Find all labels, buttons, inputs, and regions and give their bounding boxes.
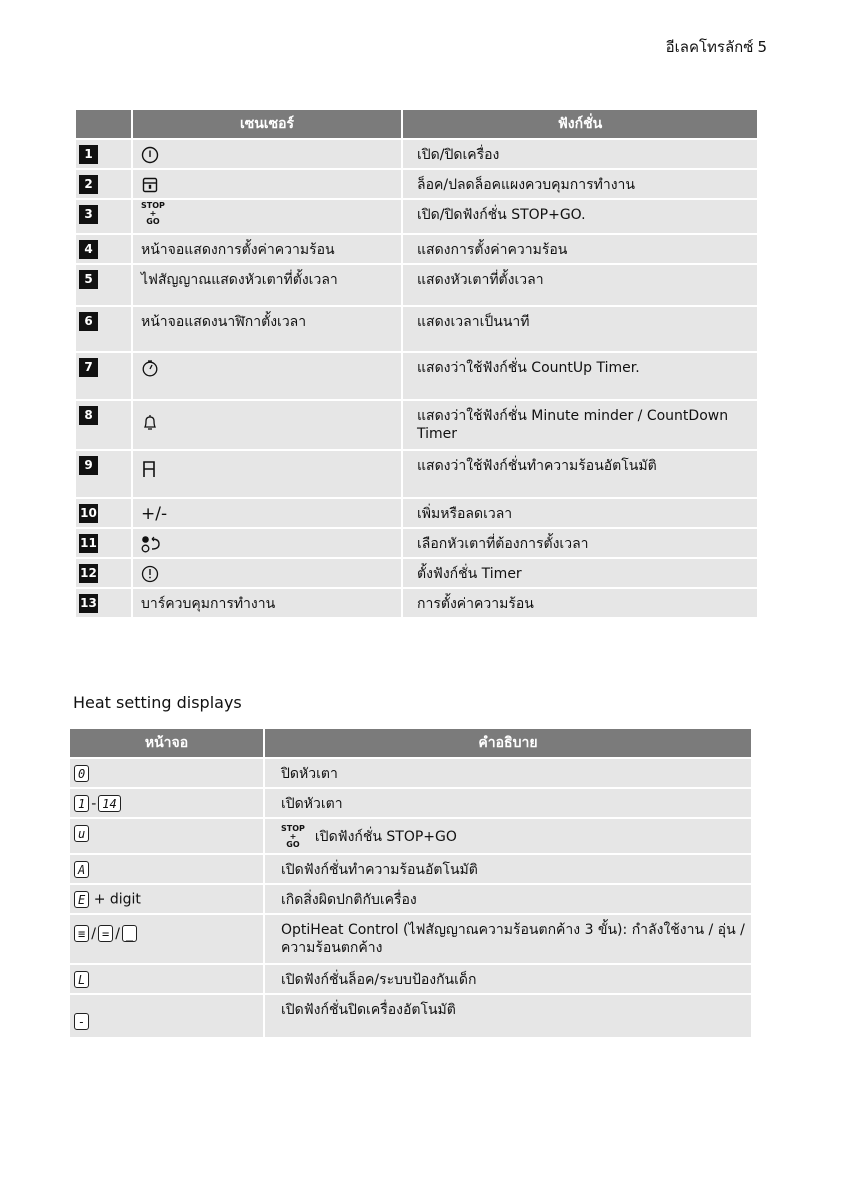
plus-digit-text: + digit [93, 891, 141, 908]
range-dash: - [91, 795, 97, 812]
timer-icon [141, 565, 159, 583]
table-row [76, 527, 757, 557]
description-text: เปิดฟังก์ชั่นล็อค/ระบบป้องกันเด็ก [263, 963, 751, 993]
header-function: ฟังก์ชั่น [401, 110, 757, 138]
table-row [76, 557, 757, 587]
display-zero-icon: 0 [74, 765, 89, 782]
header-description: คำอธิบาย [263, 729, 751, 757]
table-row [70, 853, 751, 883]
display-residual-heat-2-icon: = [98, 925, 113, 942]
function-text: ล็อค/ปลดล็อคแผงควบคุมการทำงาน [401, 168, 757, 198]
table-row [76, 351, 757, 399]
table-row [70, 787, 751, 817]
table-row [70, 913, 751, 963]
countup-timer-icon [141, 359, 159, 377]
header-sensor: เซนเซอร์ [131, 110, 401, 138]
slash: / [115, 925, 120, 942]
lock-icon [141, 176, 159, 194]
display-one-icon: 1 [74, 795, 89, 812]
bell-icon [141, 413, 159, 431]
row-number: 13 [79, 594, 98, 613]
display-residual-heat-1-icon: _ [122, 925, 137, 942]
description-text: เปิดหัวเตา [263, 787, 751, 817]
row-number: 8 [79, 406, 98, 425]
function-text: เปิด/ปิดฟังก์ชั่น STOP+GO. [401, 198, 757, 233]
plus-minus-sensor: +/- [131, 497, 401, 527]
table-row [70, 963, 751, 993]
stop-go-plus: + [149, 209, 157, 218]
table-row [70, 757, 751, 787]
table-row [76, 198, 757, 233]
display-residual-heat-3-icon: ≡ [74, 925, 89, 942]
stop-go-icon [281, 825, 305, 849]
row-number: 4 [79, 240, 98, 259]
sensor-function-table [76, 110, 757, 617]
display-lock-icon: L [74, 971, 89, 988]
table-row [70, 993, 751, 1037]
function-text: แสดงว่าใช้ฟังก์ชั่นทำความร้อนอัตโนมัติ [401, 449, 757, 497]
automatic-heat-up-icon [141, 459, 157, 479]
power-icon [141, 146, 159, 164]
function-text: แสดงว่าใช้ฟังก์ชั่น CountUp Timer. [401, 351, 757, 399]
row-number: 9 [79, 456, 98, 475]
function-text: ตั้งฟังก์ชั่น Timer [401, 557, 757, 587]
table-row [70, 883, 751, 913]
table-row [76, 168, 757, 198]
stop-go-top: STOP [141, 201, 165, 210]
section-heading: Heat setting displays [73, 693, 242, 712]
row-number: 1 [79, 145, 98, 164]
function-text: เลือกหัวเตาที่ต้องการตั้งเวลา [401, 527, 757, 557]
row-number: 11 [79, 534, 98, 553]
description-text: เกิดสิ่งผิดปกติกับเครื่อง [263, 883, 751, 913]
function-text: แสดงว่าใช้ฟังก์ชั่น Minute minder / CountDown Timer [401, 399, 757, 449]
display-fourteen-icon: 14 [98, 795, 120, 812]
stop-go-plus: + [289, 832, 297, 841]
row-number: 12 [79, 564, 98, 583]
function-text: การตั้งค่าความร้อน [401, 587, 757, 617]
sensor-text: หน้าจอแสดงการตั้งค่าความร้อน [131, 233, 401, 263]
stop-go-bottom: GO [286, 840, 300, 849]
table-row [76, 449, 757, 497]
description-text: เปิดฟังก์ชั่นปิดเครื่องอัตโนมัติ [263, 993, 751, 1037]
display-stop-go-icon: u [74, 825, 89, 842]
table-row [76, 233, 757, 263]
stop-go-bottom: GO [146, 217, 160, 226]
display-auto-off-icon: - [74, 1013, 89, 1030]
description-text: ปิดหัวเตา [263, 757, 751, 787]
sensor-text: บาร์ควบคุมการทำงาน [131, 587, 401, 617]
slash: / [91, 925, 96, 942]
zone-select-icon [141, 535, 163, 553]
stop-go-top: STOP [281, 824, 305, 833]
table-row [76, 399, 757, 449]
table-row [76, 263, 757, 305]
display-error-icon: E [74, 891, 89, 908]
description-text: OptiHeat Control (ไฟสัญญาณความร้อนตกค้าง 3 ขั้น): กำลังใช้งาน / อุ่น / ความร้อนตกค้าง [263, 913, 751, 963]
header-display: หน้าจอ [70, 729, 263, 757]
sensor-text: หน้าจอแสดงนาฬิกาตั้งเวลา [131, 305, 401, 351]
function-text: เพิ่มหรือลดเวลา [401, 497, 757, 527]
row-number: 2 [79, 175, 98, 194]
function-text: แสดงการตั้งค่าความร้อน [401, 233, 757, 263]
table-row [70, 817, 751, 853]
description-text: เปิดฟังก์ชั่นทำความร้อนอัตโนมัติ [263, 853, 751, 883]
row-number: 3 [79, 205, 98, 224]
table-row [76, 138, 757, 168]
row-number: 7 [79, 358, 98, 377]
page-header [666, 35, 767, 59]
function-text: เปิด/ปิดเครื่อง [401, 138, 757, 168]
function-text: แสดงเวลาเป็นนาที [401, 305, 757, 351]
table-row [76, 305, 757, 351]
heat-setting-display-table [70, 729, 751, 1037]
display-auto-heat-icon: A [74, 861, 89, 878]
stop-go-icon [141, 202, 165, 226]
header-blank [76, 110, 131, 138]
table-row [76, 497, 757, 527]
table-row [76, 587, 757, 617]
row-number: 5 [79, 270, 98, 289]
brand-name: อีเลคโทรลักซ์ [665, 38, 754, 56]
page-number: 5 [757, 38, 767, 56]
row-number: 10 [79, 504, 98, 523]
function-text: แสดงหัวเตาที่ตั้งเวลา [401, 263, 757, 305]
row-number: 6 [79, 312, 98, 331]
description-text: เปิดฟังก์ชั่น STOP+GO [314, 829, 457, 845]
sensor-text: ไฟสัญญาณแสดงหัวเตาที่ตั้งเวลา [131, 263, 401, 305]
